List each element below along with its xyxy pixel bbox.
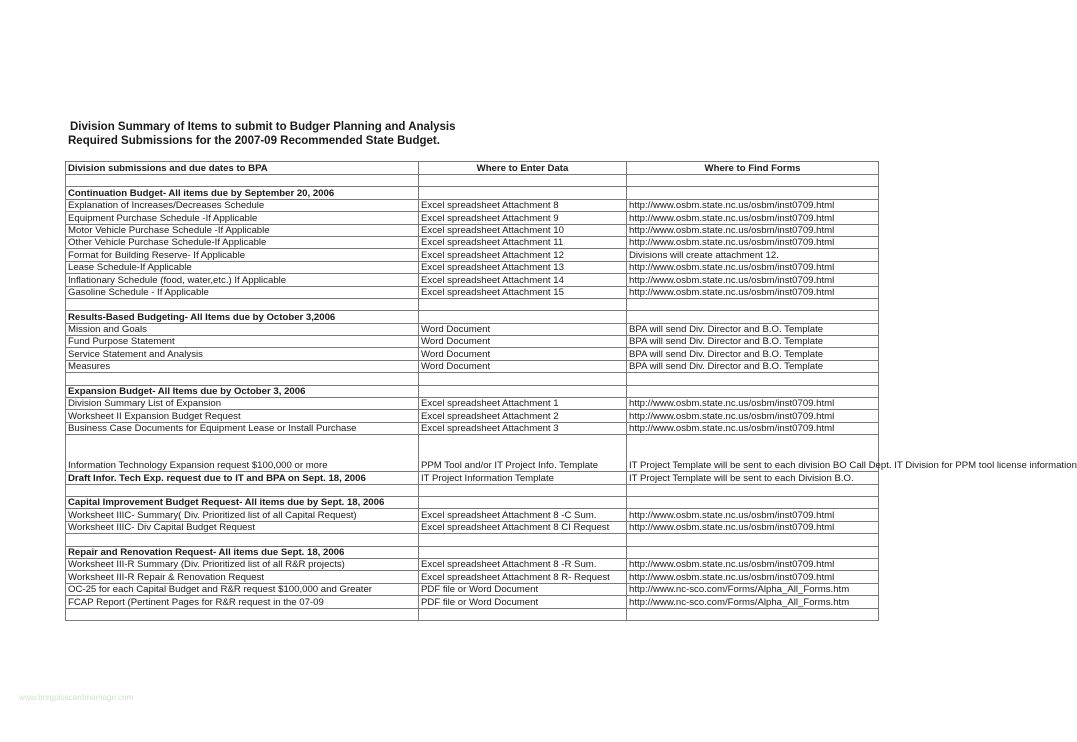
submission-item-cell: Worksheet III-R Summary (Div. Prioritized list of all R&R projects) (66, 558, 419, 570)
table-row (66, 236, 879, 248)
empty-cell (419, 608, 627, 620)
form-location-cell: BPA will send Div. Director and B.O. Template (627, 323, 879, 335)
entry-location-cell: Excel spreadsheet Attachment 2 (419, 410, 627, 422)
table-row (66, 596, 879, 608)
table-row (66, 323, 879, 335)
entry-location-cell: Excel spreadsheet Attachment 10 (419, 224, 627, 236)
header-division-submissions: Division submissions and due dates to BPA (66, 162, 419, 175)
submission-item-cell: Equipment Purchase Schedule -If Applicable (66, 212, 419, 224)
form-location-cell: http://www.osbm.state.nc.us/osbm/inst0709.html (627, 410, 879, 422)
submission-item-cell: Worksheet II Expansion Budget Request (66, 410, 419, 422)
empty-cell (419, 187, 627, 199)
submissions-table (65, 161, 1077, 621)
empty-cell (66, 484, 419, 496)
table-row (66, 336, 879, 348)
entry-location-cell: IT Project Information Template (419, 472, 627, 484)
entry-location-cell: Excel spreadsheet Attachment 15 (419, 286, 627, 298)
table-row (66, 472, 879, 484)
submission-item-cell: Fund Purpose Statement (66, 336, 419, 348)
entry-location-cell: Word Document (419, 336, 627, 348)
section-heading: Continuation Budget- All items due by September 20, 2006 (66, 187, 419, 199)
submission-item-cell: FCAP Report (Pertinent Pages for R&R request in the 07-09 (66, 596, 419, 608)
blank-row (66, 298, 879, 310)
table-row (66, 410, 879, 422)
table-row (66, 360, 879, 372)
form-location-cell: http://www.osbm.state.nc.us/osbm/inst0709.html (627, 274, 879, 286)
empty-cell (627, 496, 879, 508)
empty-cell (66, 534, 419, 546)
blank-row (66, 608, 879, 620)
entry-location-cell: Excel spreadsheet Attachment 11 (419, 236, 627, 248)
section-heading: Results-Based Budgeting- All Items due by October 3,2006 (66, 311, 419, 323)
table-row (66, 558, 879, 570)
entry-location-cell: Excel spreadsheet Attachment 8 -R Sum. (419, 558, 627, 570)
header-where-to-enter: Where to Enter Data (419, 162, 627, 175)
empty-cell (627, 311, 879, 323)
section-heading-row (66, 546, 879, 558)
table-row (66, 224, 879, 236)
empty-cell (419, 546, 627, 558)
empty-cell (627, 187, 879, 199)
entry-location-cell: Excel spreadsheet Attachment 8 -C Sum. (419, 509, 627, 521)
table-row (66, 583, 879, 595)
empty-cell (419, 496, 627, 508)
submission-item-cell: Gasoline Schedule - If Applicable (66, 286, 419, 298)
form-location-cell: IT Project Template will be sent to each division BO Call Dept. IT Division for PPM tool license information (627, 435, 879, 472)
entry-location-cell: Excel spreadsheet Attachment 14 (419, 274, 627, 286)
document-subtitle: Required Submissions for the 2007-09 Recommended State Budget. (68, 135, 440, 147)
form-location-cell: http://www.osbm.state.nc.us/osbm/inst0709.html (627, 212, 879, 224)
entry-location-cell: PPM Tool and/or IT Project Info. Template (419, 435, 627, 472)
form-location-cell: http://www.osbm.state.nc.us/osbm/inst0709.html (627, 422, 879, 434)
blank-row (66, 373, 879, 385)
table-row (66, 286, 879, 298)
section-heading: Expansion Budget- All Items due by October 3, 2006 (66, 385, 419, 397)
form-location-cell: http://www.osbm.state.nc.us/osbm/inst0709.html (627, 261, 879, 273)
form-location-cell: http://www.osbm.state.nc.us/osbm/inst0709.html (627, 521, 879, 533)
empty-cell (627, 385, 879, 397)
section-heading: Capital Improvement Budget Request- All items due by Sept. 18, 2006 (66, 496, 419, 508)
submission-item-cell: Measures (66, 360, 419, 372)
form-location-cell: http://www.osbm.state.nc.us/osbm/inst0709.html (627, 286, 879, 298)
submission-item-cell: Worksheet IIIC- Summary( Div. Prioritized list of all Capital Request) (66, 509, 419, 521)
form-location-cell: BPA will send Div. Director and B.O. Template (627, 360, 879, 372)
document-title: Division Summary of Items to submit to Budger Planning and Analysis (70, 121, 456, 133)
submission-item-cell: Business Case Documents for Equipment Lease or Install Purchase (66, 422, 419, 434)
empty-cell (627, 298, 879, 310)
blank-row (66, 175, 879, 187)
submission-item-cell: Format for Building Reserve- If Applicable (66, 249, 419, 261)
table-row (66, 422, 879, 434)
empty-cell (627, 608, 879, 620)
table-row (66, 435, 879, 472)
table-row (66, 398, 879, 410)
entry-location-cell: Word Document (419, 360, 627, 372)
form-location-cell: http://www.nc-sco.com/Forms/Alpha_All_Forms.htm (627, 583, 879, 595)
submission-item-cell: Explanation of Increases/Decreases Schedule (66, 199, 419, 211)
table-row (66, 274, 879, 286)
table-row (66, 521, 879, 533)
form-location-cell: http://www.osbm.state.nc.us/osbm/inst0709.html (627, 236, 879, 248)
empty-cell (419, 534, 627, 546)
submission-item-cell: Division Summary List of Expansion (66, 398, 419, 410)
blank-row (66, 534, 879, 546)
entry-location-cell: Excel spreadsheet Attachment 9 (419, 212, 627, 224)
empty-cell (66, 608, 419, 620)
table-row (66, 249, 879, 261)
header-row (66, 162, 879, 175)
submission-item-cell: Lease Schedule-If Applicable (66, 261, 419, 273)
empty-cell (66, 373, 419, 385)
submission-item-cell: Service Statement and Analysis (66, 348, 419, 360)
blank-row (66, 484, 879, 496)
empty-cell (66, 175, 419, 187)
form-location-cell: http://www.osbm.state.nc.us/osbm/inst0709.html (627, 509, 879, 521)
entry-location-cell: Excel spreadsheet Attachment 12 (419, 249, 627, 261)
entry-location-cell: Excel spreadsheet Attachment 1 (419, 398, 627, 410)
form-location-cell: http://www.osbm.state.nc.us/osbm/inst0709.html (627, 224, 879, 236)
submission-item-cell: Draft Infor. Tech Exp. request due to IT and BPA on Sept. 18, 2006 (66, 472, 419, 484)
empty-cell (627, 373, 879, 385)
table-row (66, 212, 879, 224)
form-location-cell: http://www.osbm.state.nc.us/osbm/inst0709.html (627, 199, 879, 211)
entry-location-cell: PDF file or Word Document (419, 583, 627, 595)
entry-location-cell: Excel spreadsheet Attachment 13 (419, 261, 627, 273)
empty-cell (419, 373, 627, 385)
section-heading-row (66, 496, 879, 508)
entry-location-cell: PDF file or Word Document (419, 596, 627, 608)
entry-location-cell: Word Document (419, 323, 627, 335)
empty-cell (419, 298, 627, 310)
submission-item-cell: Mission and Goals (66, 323, 419, 335)
submission-item-cell: Worksheet IIIC- Div Capital Budget Request (66, 521, 419, 533)
form-location-cell: BPA will send Div. Director and B.O. Template (627, 336, 879, 348)
entry-location-cell: Excel spreadsheet Attachment 8 R- Request (419, 571, 627, 583)
form-location-cell: IT Project Template will be sent to each Division B.O. (627, 472, 879, 484)
form-location-cell: http://www.osbm.state.nc.us/osbm/inst0709.html (627, 571, 879, 583)
watermark-text: www.bnrgpluscardmarriage.com (19, 693, 134, 702)
table-row (66, 509, 879, 521)
empty-cell (419, 311, 627, 323)
table-row (66, 571, 879, 583)
form-location-cell: http://www.nc-sco.com/Forms/Alpha_All_Forms.htm (627, 596, 879, 608)
empty-cell (419, 484, 627, 496)
entry-location-cell: Excel spreadsheet Attachment 8 (419, 199, 627, 211)
section-heading-row (66, 311, 879, 323)
entry-location-cell: Excel spreadsheet Attachment 8 CI Request (419, 521, 627, 533)
empty-cell (419, 385, 627, 397)
submission-item-cell: Worksheet III-R Repair & Renovation Request (66, 571, 419, 583)
empty-cell (66, 298, 419, 310)
submission-item-cell: OC-25 for each Capital Budget and R&R request $100,000 and Greater (66, 583, 419, 595)
section-heading-row (66, 187, 879, 199)
empty-cell (627, 534, 879, 546)
section-heading-row (66, 385, 879, 397)
empty-cell (627, 484, 879, 496)
submission-item-cell: Motor Vehicle Purchase Schedule -If Applicable (66, 224, 419, 236)
form-location-cell: http://www.osbm.state.nc.us/osbm/inst0709.html (627, 398, 879, 410)
submission-item-cell: Inflationary Schedule (food, water,etc.) If Applicable (66, 274, 419, 286)
form-location-cell: BPA will send Div. Director and B.O. Template (627, 348, 879, 360)
header-where-to-find: Where to Find Forms (627, 162, 879, 175)
entry-location-cell: Word Document (419, 348, 627, 360)
table-row (66, 348, 879, 360)
empty-cell (419, 175, 627, 187)
entry-location-cell: Excel spreadsheet Attachment 3 (419, 422, 627, 434)
form-location-cell: http://www.osbm.state.nc.us/osbm/inst0709.html (627, 558, 879, 570)
table-row (66, 261, 879, 273)
section-heading: Repair and Renovation Request- All items due Sept. 18, 2006 (66, 546, 419, 558)
table-row (66, 199, 879, 211)
empty-cell (627, 546, 879, 558)
submission-item-cell: Other Vehicle Purchase Schedule-If Applicable (66, 236, 419, 248)
submission-item-cell: Information Technology Expansion request $100,000 or more (66, 435, 419, 472)
empty-cell (627, 175, 879, 187)
form-location-cell: Divisions will create attachment 12. (627, 249, 879, 261)
